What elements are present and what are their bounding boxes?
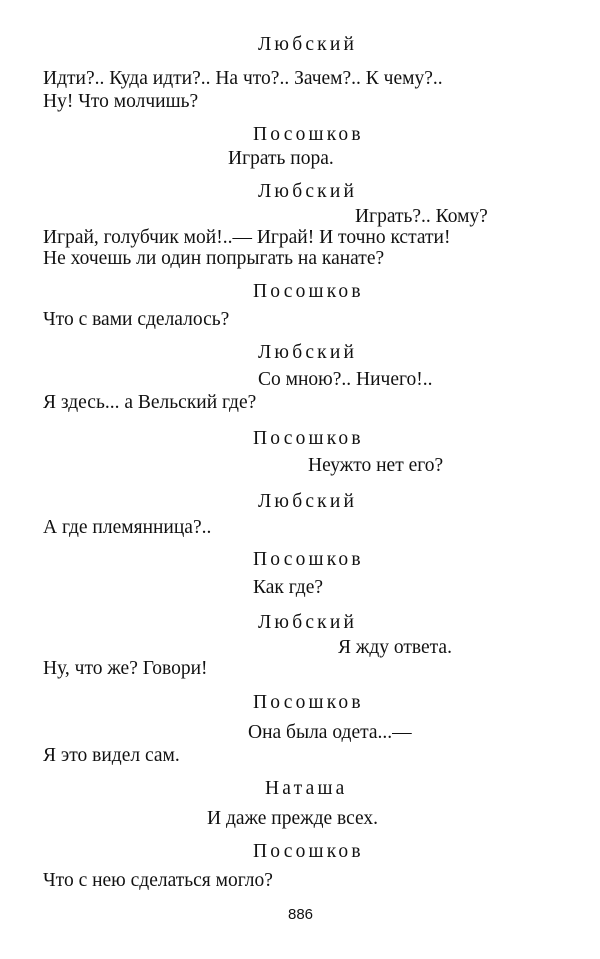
verse-line: Со мною?.. Ничего!.. [258,369,433,390]
verse-line: Что с вами сделалось? [43,309,230,330]
speaker-name: Посошков [253,281,364,302]
speaker-name: Любский [258,491,358,512]
page-number: 886 [288,906,314,923]
verse-line: Я здесь... а Вельский где? [43,392,257,413]
verse-line: Она была одета...— [248,722,412,743]
verse-line: Неужто нет его? [308,455,444,476]
verse-line: Как где? [253,577,324,598]
verse-line: Идти?.. Куда идти?.. На что?.. Зачем?.. К чему?.. [43,68,443,89]
verse-line: И даже прежде всех. [207,808,379,829]
verse-line: А где племянница?.. [43,517,212,538]
verse-line: Что с нею сделаться могло? [43,870,273,891]
speaker-name: Посошков [253,841,364,862]
speaker-name: Любский [258,342,358,363]
verse-line: Не хочешь ли один попрыгать на канате? [43,248,385,269]
speaker-name: Посошков [253,692,364,713]
speaker-name: Посошков [253,428,364,449]
speaker-name: Любский [258,181,358,202]
speaker-name: Любский [258,34,358,55]
speaker-name: Наташа [265,778,348,799]
verse-line: Ну, что же? Говори! [43,658,208,679]
verse-line: Я жду ответа. [338,637,452,658]
speaker-name: Любский [258,612,358,633]
verse-line: Играй, голубчик мой!..— Играй! И точно кстати! [43,227,451,248]
verse-line: Ну! Что молчишь? [43,91,199,112]
verse-line: Я это видел сам. [43,745,180,766]
verse-line: Играть?.. Кому? [355,206,488,227]
speaker-name: Посошков [253,549,364,570]
verse-line: Играть пора. [228,148,334,169]
speaker-name: Посошков [253,124,364,145]
